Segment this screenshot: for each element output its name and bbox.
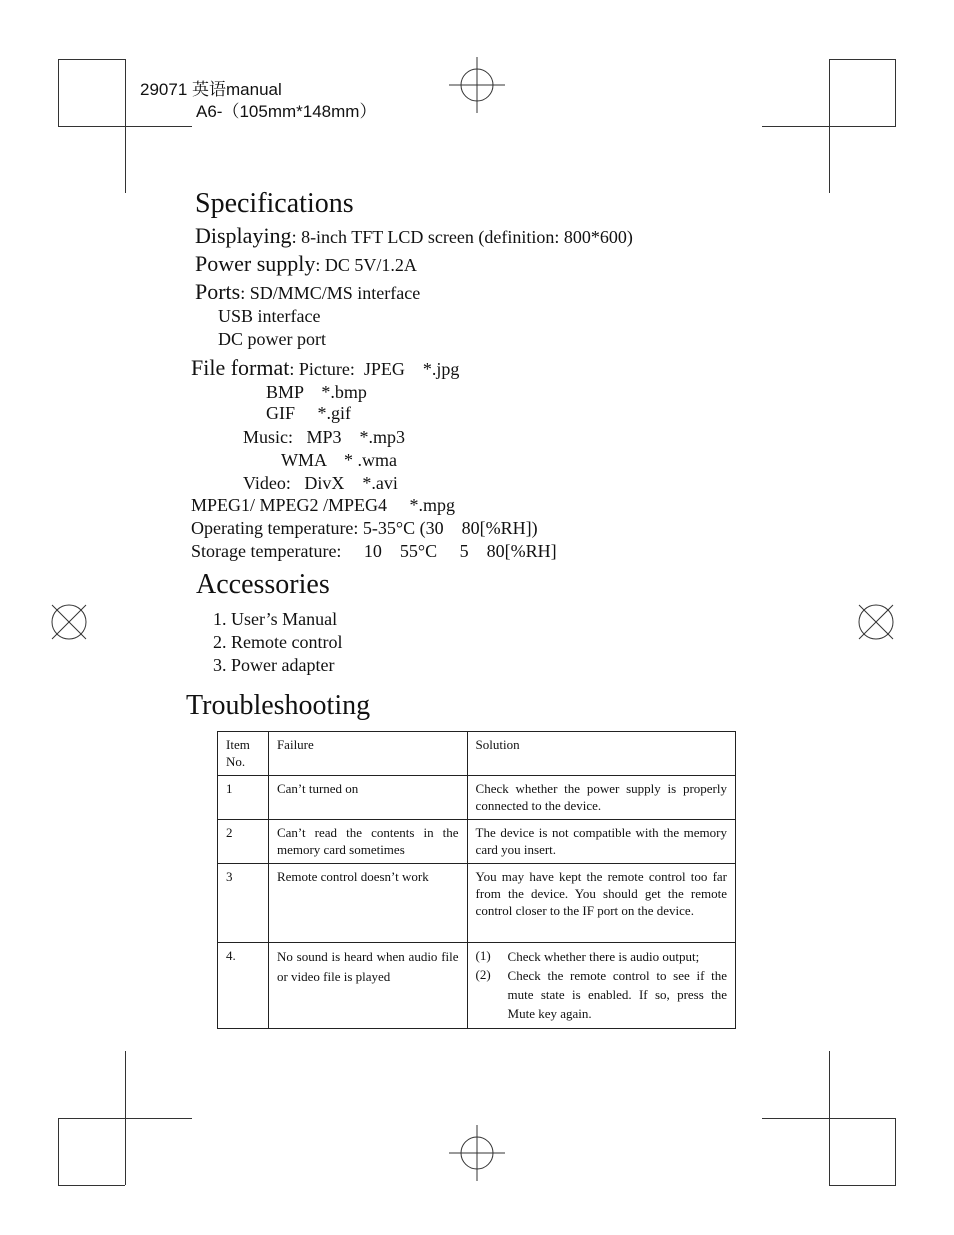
- ports-dc: DC power port: [218, 329, 326, 349]
- format-video: Video: DivX *.avi: [243, 473, 398, 493]
- accessory-item-3: 3. Power adapter: [213, 655, 335, 675]
- row-solution: You may have kept the remote control too far from the device. You should get the remote control closer to the IF port on the device.: [467, 864, 735, 943]
- solution-step: [476, 947, 727, 966]
- row-solution: [467, 943, 735, 1029]
- ports-usb: USB interface: [218, 306, 321, 326]
- table-row: [218, 776, 736, 820]
- registration-mark-left: [50, 603, 88, 641]
- solution-step-text: Check whether there is audio output;: [507, 949, 700, 964]
- displaying-label: Displaying: [195, 223, 292, 248]
- spec-file-format: [191, 355, 459, 381]
- format-mpeg: MPEG1/ MPEG2 /MPEG4 *.mpg: [191, 495, 456, 515]
- row-failure: No sound is heard when audio file or video file is played: [268, 943, 467, 1029]
- accessory-item-1: 1. User’s Manual: [213, 609, 338, 629]
- header-solution: Solution: [467, 732, 735, 776]
- row-item: 4.: [218, 943, 269, 1029]
- storage-temperature: Storage temperature: 10 55°C 5 80[%RH]: [191, 541, 557, 561]
- file-format-label: File format: [191, 355, 290, 380]
- file-format-value: : Picture: JPEG *.jpg: [289, 359, 460, 379]
- header-failure: Failure: [268, 732, 467, 776]
- row-failure: Can’t turned on: [268, 776, 467, 820]
- displaying-value: : 8-inch TFT LCD screen (definition: 800*600): [291, 227, 633, 247]
- power-value: : DC 5V/1.2A: [315, 255, 417, 275]
- spec-displaying: [195, 223, 633, 249]
- row-failure: Can’t read the contents in the memory card sometimes: [268, 820, 467, 864]
- row-failure: Remote control doesn’t work: [268, 864, 467, 943]
- row-solution: The device is not compatible with the memory card you insert.: [467, 820, 735, 864]
- registration-mark-right: [857, 603, 895, 641]
- row-item: 2: [218, 820, 269, 864]
- table-row: [218, 820, 736, 864]
- row-solution: Check whether the power supply is properly connected to the device.: [467, 776, 735, 820]
- solution-step-number: (1): [475, 948, 491, 963]
- solution-step-number: (2): [475, 967, 491, 982]
- spec-power: [195, 251, 417, 277]
- format-gif: GIF *.gif: [266, 403, 351, 423]
- format-wma: WMA * .wma: [281, 450, 397, 470]
- solution-step: [476, 966, 727, 1023]
- registration-mark-bottom: [449, 1125, 505, 1181]
- table-row: [218, 943, 736, 1029]
- header-line-1: 29071 英语manual: [140, 80, 282, 99]
- format-music: Music: MP3 *.mp3: [243, 427, 406, 447]
- spec-ports: [195, 279, 420, 305]
- table-row: [218, 864, 736, 943]
- accessories-title: Accessories: [196, 569, 330, 600]
- troubleshooting-title: Troubleshooting: [186, 690, 371, 721]
- header-line-2: A6-（105mm*148mm）: [196, 102, 377, 121]
- table-header-row: [218, 732, 736, 776]
- power-label: Power supply: [195, 251, 316, 276]
- solution-step-text: Check the remote control to see if the mute state is enabled. If so, press the Mute key again.: [507, 968, 727, 1021]
- row-item: 1: [218, 776, 269, 820]
- specifications-title: Specifications: [195, 188, 354, 219]
- troubleshooting-table: [217, 731, 736, 1029]
- ports-label: Ports: [195, 279, 241, 304]
- header-item-no: Item No.: [218, 732, 269, 776]
- format-bmp: BMP *.bmp: [266, 382, 367, 402]
- operating-temperature: Operating temperature: 5-35°C (30 80[%RH]): [191, 518, 538, 538]
- accessory-item-2: 2. Remote control: [213, 632, 343, 652]
- ports-value: : SD/MMC/MS interface: [240, 283, 421, 303]
- registration-mark-top: [449, 57, 505, 113]
- row-item: 3: [218, 864, 269, 943]
